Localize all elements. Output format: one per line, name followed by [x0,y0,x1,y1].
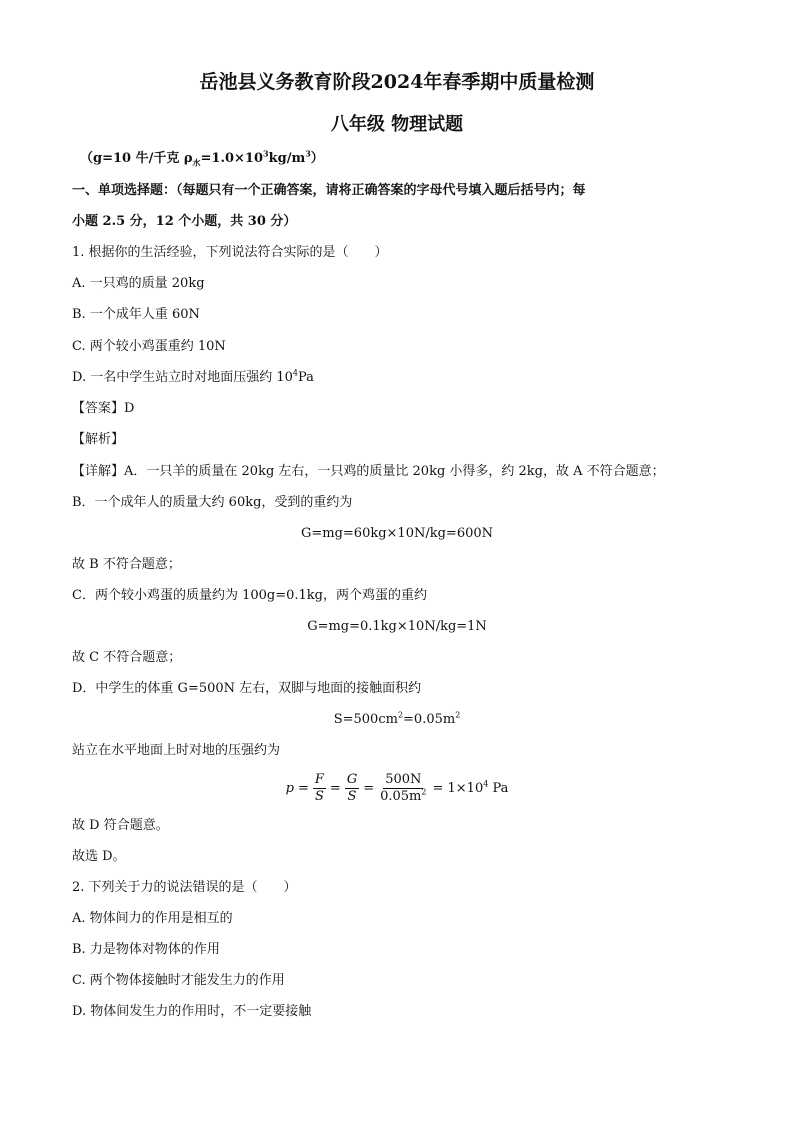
q2-option-a: A. 物体间力的作用是相互的 [72,911,233,926]
fraction-value-den-sup: 2 [421,787,427,797]
q1-option-a: A. 一只鸡的质量 20kg [72,276,205,291]
fraction-g-num: G [346,771,358,787]
q1-conclusion-b: 故 B 不符合题意； [72,557,181,572]
pressure-result-pre: = 1×10 [432,780,484,796]
pressure-result-sup: 4 [483,779,489,789]
q1-option-d-post: Pa [298,370,314,385]
q1-detail-a: 【详解】A．一只羊的质量在 20kg 左右，一只鸡的质量比 20kg 小得多，约 2kg，故 A 不符合题意； [72,464,665,479]
pressure-symbol: p [285,780,294,796]
q1-formula-d-sup2: 2 [455,710,461,720]
q2-stem: 2. 下列关于力的说法错误的是（ ） [72,880,297,895]
constants-line [80,150,324,168]
q1-formula-d-sup1: 2 [397,710,404,720]
q1-option-b: B. 一个成年人重 60N [72,307,200,322]
q1-option-d [72,369,314,387]
constants-mid: =1.0×10 [200,151,264,166]
q1-answer: 【答案】D [72,401,135,416]
equals-sign-3: = [363,780,375,796]
q1-formula-b: G=mg=60kg×10N/kg=600N [300,526,494,541]
constants-sup: 3 [263,148,269,159]
q1-choose: 故选 D。 [72,849,126,864]
pressure-result-post: Pa [488,780,509,796]
section-heading-line1: 一、单项选择题：（每题只有一个正确答案，请将正确答案的字母代号填入题后括号内；每 [72,183,586,198]
constants-prefix: （g=10 牛/千克 ρ [80,151,193,166]
equals-sign-1: = [297,780,309,796]
q1-stem: 1. 根据你的生活经验，下列说法符合实际的是（ ） [72,245,388,260]
constants-end: kg/m [268,151,306,166]
q1-detail-d2: 站立在水平地面上时对地的压强约为 [72,743,281,758]
q1-formula-c: G=mg=0.1kg×10N/kg=1N [307,619,487,634]
fraction-g-den: S [347,788,357,804]
constants-sup2: 3 [305,148,311,159]
fraction-value-num: 500N [385,771,422,787]
exam-subtitle: 八年级 物理试题 [330,114,464,135]
q1-option-c: C. 两个较小鸡蛋重约 10N [72,339,226,354]
exam-title: 岳池县义务教育阶段2024年春季期中质量检测 [199,71,595,93]
q1-formula-d [0,711,794,729]
fraction-value-den-wrap [378,789,428,805]
q1-analysis-label: 【解析】 [72,432,125,447]
q1-detail-b: B．一个成年人的质量大约 60kg，受到的重约为 [72,495,353,510]
pressure-result [432,781,508,796]
fraction-f-den: S [314,788,324,804]
fraction-f-over-s [313,772,326,805]
q1-detail-c: C．两个较小鸡蛋的质量约为 100g=0.1kg，两个鸡蛋的重约 [72,588,427,603]
q2-option-b: B. 力是物体对物体的作用 [72,942,220,957]
q1-formula-d-pre: S=500cm [333,712,398,727]
fraction-value-den: 0.05m [380,788,422,804]
q1-conclusion-d: 故 D 符合题意。 [72,818,169,833]
q2-option-d: D. 物体间发生力的作用时，不一定要接触 [72,1004,312,1019]
q1-conclusion-c: 故 C 不符合题意； [72,650,182,665]
fraction-f-num: F [314,771,324,787]
constants-sub: 水 [192,157,201,168]
pressure-formula [0,768,794,808]
q1-formula-d-mid: =0.05m [403,712,456,727]
q2-option-c: C. 两个物体接触时才能发生力的作用 [72,973,285,988]
fraction-values [378,772,428,805]
fraction-g-over-s [345,772,359,805]
q1-detail-d: D．中学生的体重 G=500N 左右，双脚与地面的接触面积约 [72,681,422,696]
q1-option-d-pre: D. 一名中学生站立时对地面压强约 10 [72,370,293,385]
equals-sign-2: = [329,780,341,796]
constants-close: ） [310,151,324,166]
q1-option-d-sup: 4 [292,368,298,378]
section-heading-line2: 小题 2.5 分，12 个小题，共 30 分） [72,214,297,229]
